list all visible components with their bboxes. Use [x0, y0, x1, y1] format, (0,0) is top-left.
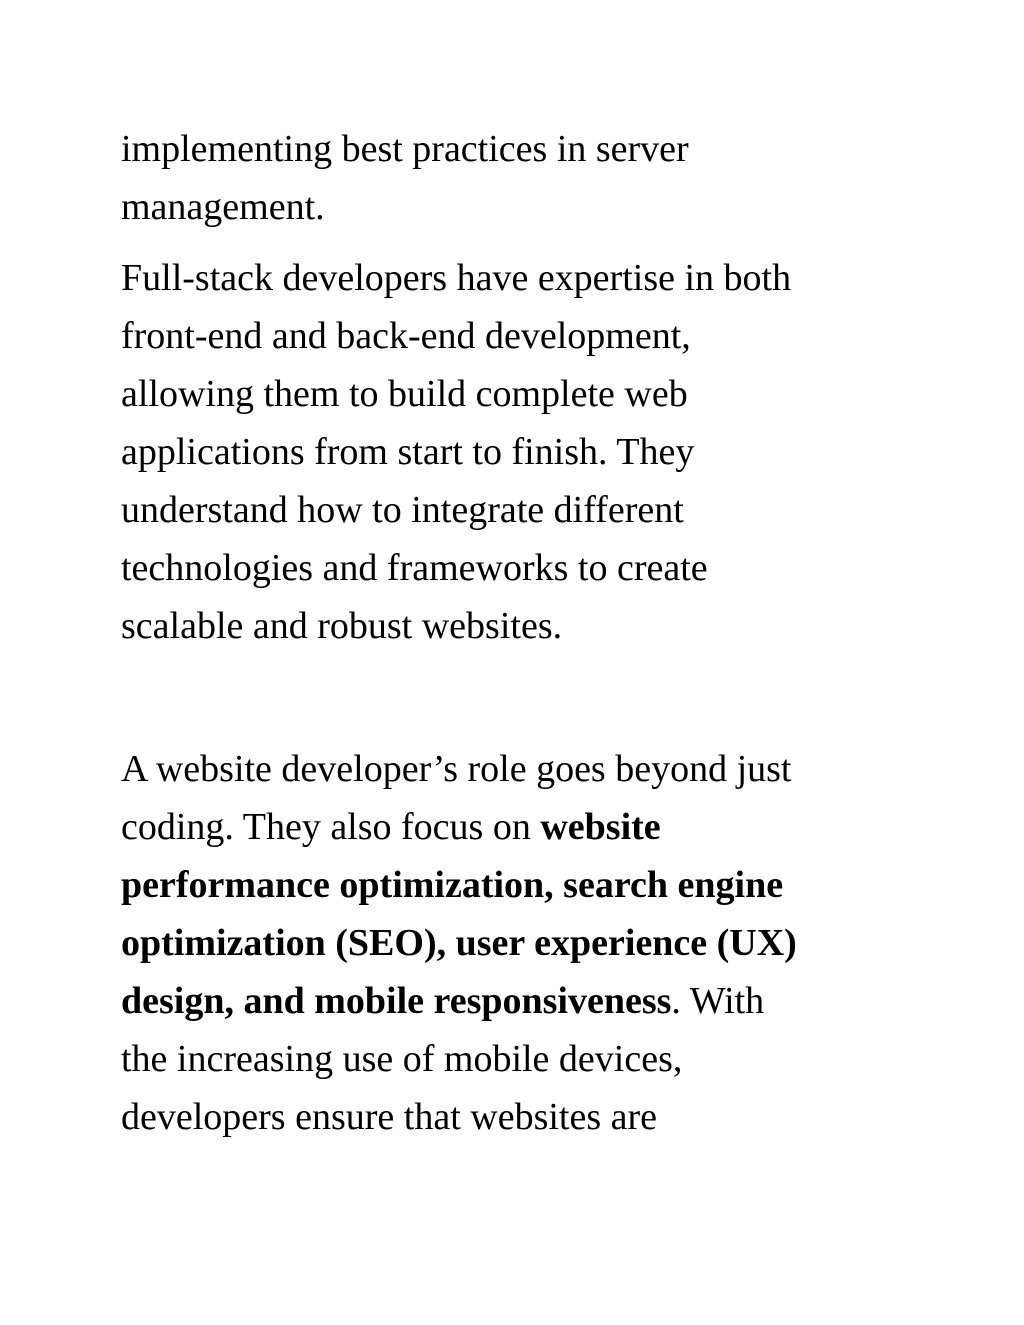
text-line: front-end and back-end development, — [121, 315, 691, 357]
text-line: the increasing use of mobile devices, — [121, 1038, 683, 1080]
bold-text-run: website — [540, 806, 661, 848]
text-line: developers ensure that websites are — [121, 1096, 658, 1138]
text-line: understand how to integrate different — [121, 489, 684, 531]
text-line: Full-stack developers have expertise in both — [121, 257, 792, 299]
paragraph-full-stack-developers — [121, 249, 911, 655]
text-line: scalable and robust websites. — [121, 605, 563, 647]
bold-text-line: optimization (SEO), user experience (UX) — [121, 922, 797, 964]
text-line: allowing them to build complete web — [121, 373, 688, 415]
text-run: coding. They also focus on — [121, 806, 541, 848]
paragraph-website-developer-role — [121, 740, 911, 1146]
paragraph-server-management — [121, 120, 911, 236]
text-line: management. — [121, 186, 325, 228]
text-line — [121, 972, 911, 1030]
text-line: technologies and frameworks to create — [121, 547, 708, 589]
bold-text-run: design, and mobile responsiveness — [121, 980, 672, 1022]
text-line: applications from start to finish. They — [121, 431, 695, 473]
text-run: . With — [671, 980, 765, 1022]
text-line: implementing best practices in server — [121, 128, 689, 170]
bold-text-line: performance optimization, search engine — [121, 864, 784, 906]
text-line — [121, 798, 911, 856]
text-line: A website developer’s role goes beyond just — [121, 748, 792, 790]
